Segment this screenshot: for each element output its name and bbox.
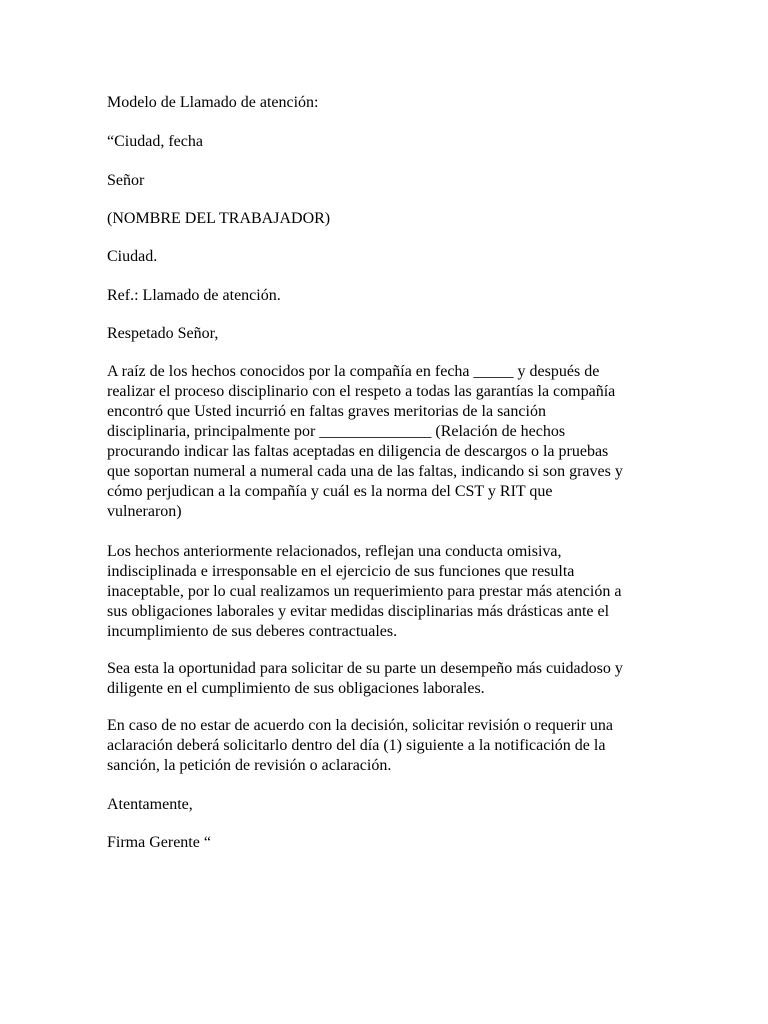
paragraph-line: que soportan numeral a numeral cada una de las faltas, indicando si son graves y	[107, 463, 623, 480]
paragraph-line: indisciplinada e irresponsable en el ejercicio de sus funciones que resulta	[107, 563, 575, 580]
paragraph-line: incumplimiento de sus deberes contractuales.	[107, 623, 398, 640]
paragraph-line: Los hechos anteriormente relacionados, reflejan una conducta omisiva,	[107, 543, 562, 560]
paragraph-line: A raíz de los hechos conocidos por la compañía en fecha _____ y después de	[107, 363, 600, 380]
paragraph-line: cómo perjudican a la compañía y cuál es la norma del CST y RIT que	[107, 483, 553, 500]
paragraph-line: Sea esta la oportunidad para solicitar de su parte un desempeño más cuidadoso y	[107, 660, 623, 677]
paragraph-conduct	[107, 542, 667, 642]
paragraph-line: vulneraron)	[107, 503, 182, 520]
paragraph-line: disciplinaria, principalmente por ______________ (Relación de hechos	[107, 423, 566, 440]
paragraph-line: inaceptable, por lo cual realizamos un requerimiento para prestar más atención a	[107, 583, 622, 600]
signature-line: Firma Gerente “	[107, 834, 211, 851]
worker-name: (NOMBRE DEL TRABAJADOR)	[107, 210, 331, 227]
paragraph-line: aclaración deberá solicitarlo dentro del día (1) siguiente a la notificación de la	[107, 737, 606, 754]
paragraph-line: En caso de no estar de acuerdo con la decisión, solicitar revisión o requerir una	[107, 717, 614, 734]
closing-line: Atentamente,	[107, 796, 193, 813]
paragraph-line: procurando indicar las faltas aceptadas en diligencia de descargos o la pruebas	[107, 443, 609, 460]
paragraph-review	[107, 716, 667, 776]
reference-line: Ref.: Llamado de atención.	[107, 287, 281, 304]
paragraph-line: realizar el proceso disciplinario con el respeto a todas las garantías la compañía	[107, 383, 616, 400]
paragraph-line: encontró que Usted incurrió en faltas graves meritorias de la sanción	[107, 403, 546, 420]
city-date: “Ciudad, fecha	[107, 133, 203, 150]
paragraph-line: sanción, la petición de revisión o aclaración.	[107, 757, 392, 774]
greeting-line: Respetado Señor,	[107, 325, 219, 342]
salutation-title: Señor	[107, 172, 145, 189]
paragraph-line: sus obligaciones laborales y evitar medidas disciplinarias más drásticas ante el	[107, 603, 610, 620]
city-line: Ciudad.	[107, 248, 158, 265]
paragraph-facts	[107, 362, 667, 522]
paragraph-line: diligente en el cumplimiento de sus obligaciones laborales.	[107, 680, 485, 697]
document-title: Modelo de Llamado de atención:	[107, 94, 319, 111]
paragraph-opportunity	[107, 659, 667, 699]
